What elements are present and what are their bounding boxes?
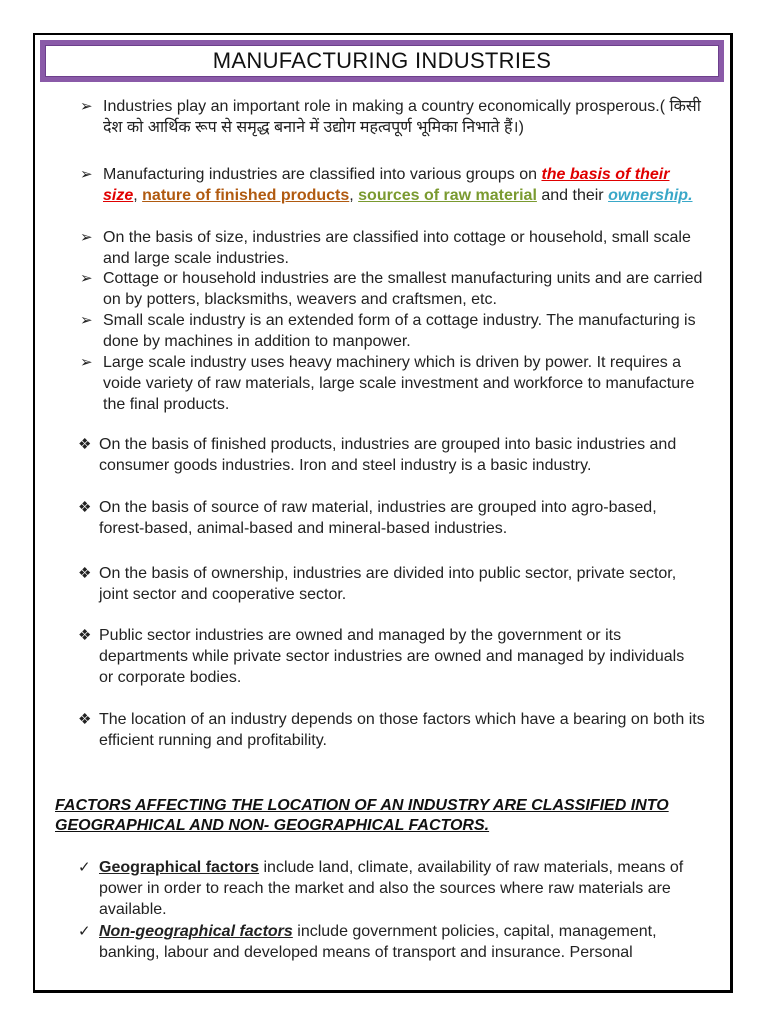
diamond-bullet-icon: ❖ xyxy=(78,711,92,728)
arrow-bullet-icon: ➢ xyxy=(80,229,93,246)
arrow-item-5: Small scale industry is an extended form of a cottage industry. The manufacturing is done by machines in addition to manpower. xyxy=(103,312,696,350)
diamond-bullet-icon: ❖ xyxy=(78,436,92,453)
section-heading: FACTORS AFFECTING THE LOCATION OF AN INDUSTRY ARE CLASSIFIED INTO GEOGRAPHICAL AND NON- GEOGRAPHICAL FACTORS. xyxy=(55,797,669,834)
arrow-bullet-icon: ➢ xyxy=(80,354,93,371)
arrow-bullet-icon: ➢ xyxy=(80,270,93,287)
finished-products-highlight: nature of finished products xyxy=(142,187,350,204)
check-bullet-icon: ✓ xyxy=(78,859,91,876)
arrow-item-4: Cottage or household industries are the smallest manufacturing units and are carried on by potters, blacksmiths, weavers and craftsmen, etc. xyxy=(103,270,703,308)
arrow-item-1: Industries play an important role in making a country economically prosperous.( किसी देश को आर्थिक रूप से समृद्ध बनाने में उद्योग महत्वपूर्ण भूमिका निभाते हैं।) xyxy=(103,98,701,136)
title-box xyxy=(40,40,724,82)
ownership-highlight: ownership. xyxy=(608,187,693,204)
arrow-item-3: On the basis of size, industries are classified into cottage or household, small scale and large scale industries. xyxy=(103,229,691,267)
check-item-2: Non-geographical factors include government policies, capital, management, banking, labour and developed means of transport and insurance. Personal xyxy=(99,923,657,961)
diamond-item-3: On the basis of ownership, industries are divided into public sector, private sector, joint sector and cooperative sector. xyxy=(99,565,677,603)
diamond-bullet-icon: ❖ xyxy=(78,499,92,516)
check-item-1: Geographical factors include land, climate, availability of raw materials, means of power in order to reach the market and also the sources where raw materials are available. xyxy=(99,859,684,918)
raw-material-highlight: sources of raw material xyxy=(358,187,537,204)
diamond-item-4: Public sector industries are owned and managed by the government or its departments while private sector industries are owned and managed by individuals or corporate bodies. xyxy=(99,627,685,686)
diamond-item-5: The location of an industry depends on those factors which have a bearing on both its efficient running and profitability. xyxy=(99,711,705,749)
diamond-item-2: On the basis of source of raw material, industries are grouped into agro-based, forest-based, animal-based and mineral-based industries. xyxy=(99,499,657,537)
arrow-item-6: Large scale industry uses heavy machinery which is driven by power. It requires a voide variety of raw materials, large scale investment and workforce to manufacture the final products. xyxy=(103,354,695,413)
arrow-bullet-icon: ➢ xyxy=(80,98,93,115)
diamond-bullet-icon: ❖ xyxy=(78,565,92,582)
geographical-factors-term: Geographical factors xyxy=(99,859,260,876)
basis-of-size-highlight: the basis of their size xyxy=(103,166,670,204)
diamond-item-1: On the basis of finished products, industries are grouped into basic industries and consumer goods industries. Iron and steel industry is a basic industry. xyxy=(99,436,677,474)
check-bullet-icon: ✓ xyxy=(78,923,91,940)
diamond-bullet-icon: ❖ xyxy=(78,627,92,644)
non-geographical-factors-term: Non-geographical factors xyxy=(99,923,293,940)
arrow-item-2: Manufacturing industries are classified into various groups on the basis of their size, nature of finished products, sources of raw material and their ownership. xyxy=(103,166,693,204)
arrow-bullet-icon: ➢ xyxy=(80,166,93,183)
arrow-bullet-icon: ➢ xyxy=(80,312,93,329)
page-title: MANUFACTURING INDUSTRIES xyxy=(212,48,552,73)
